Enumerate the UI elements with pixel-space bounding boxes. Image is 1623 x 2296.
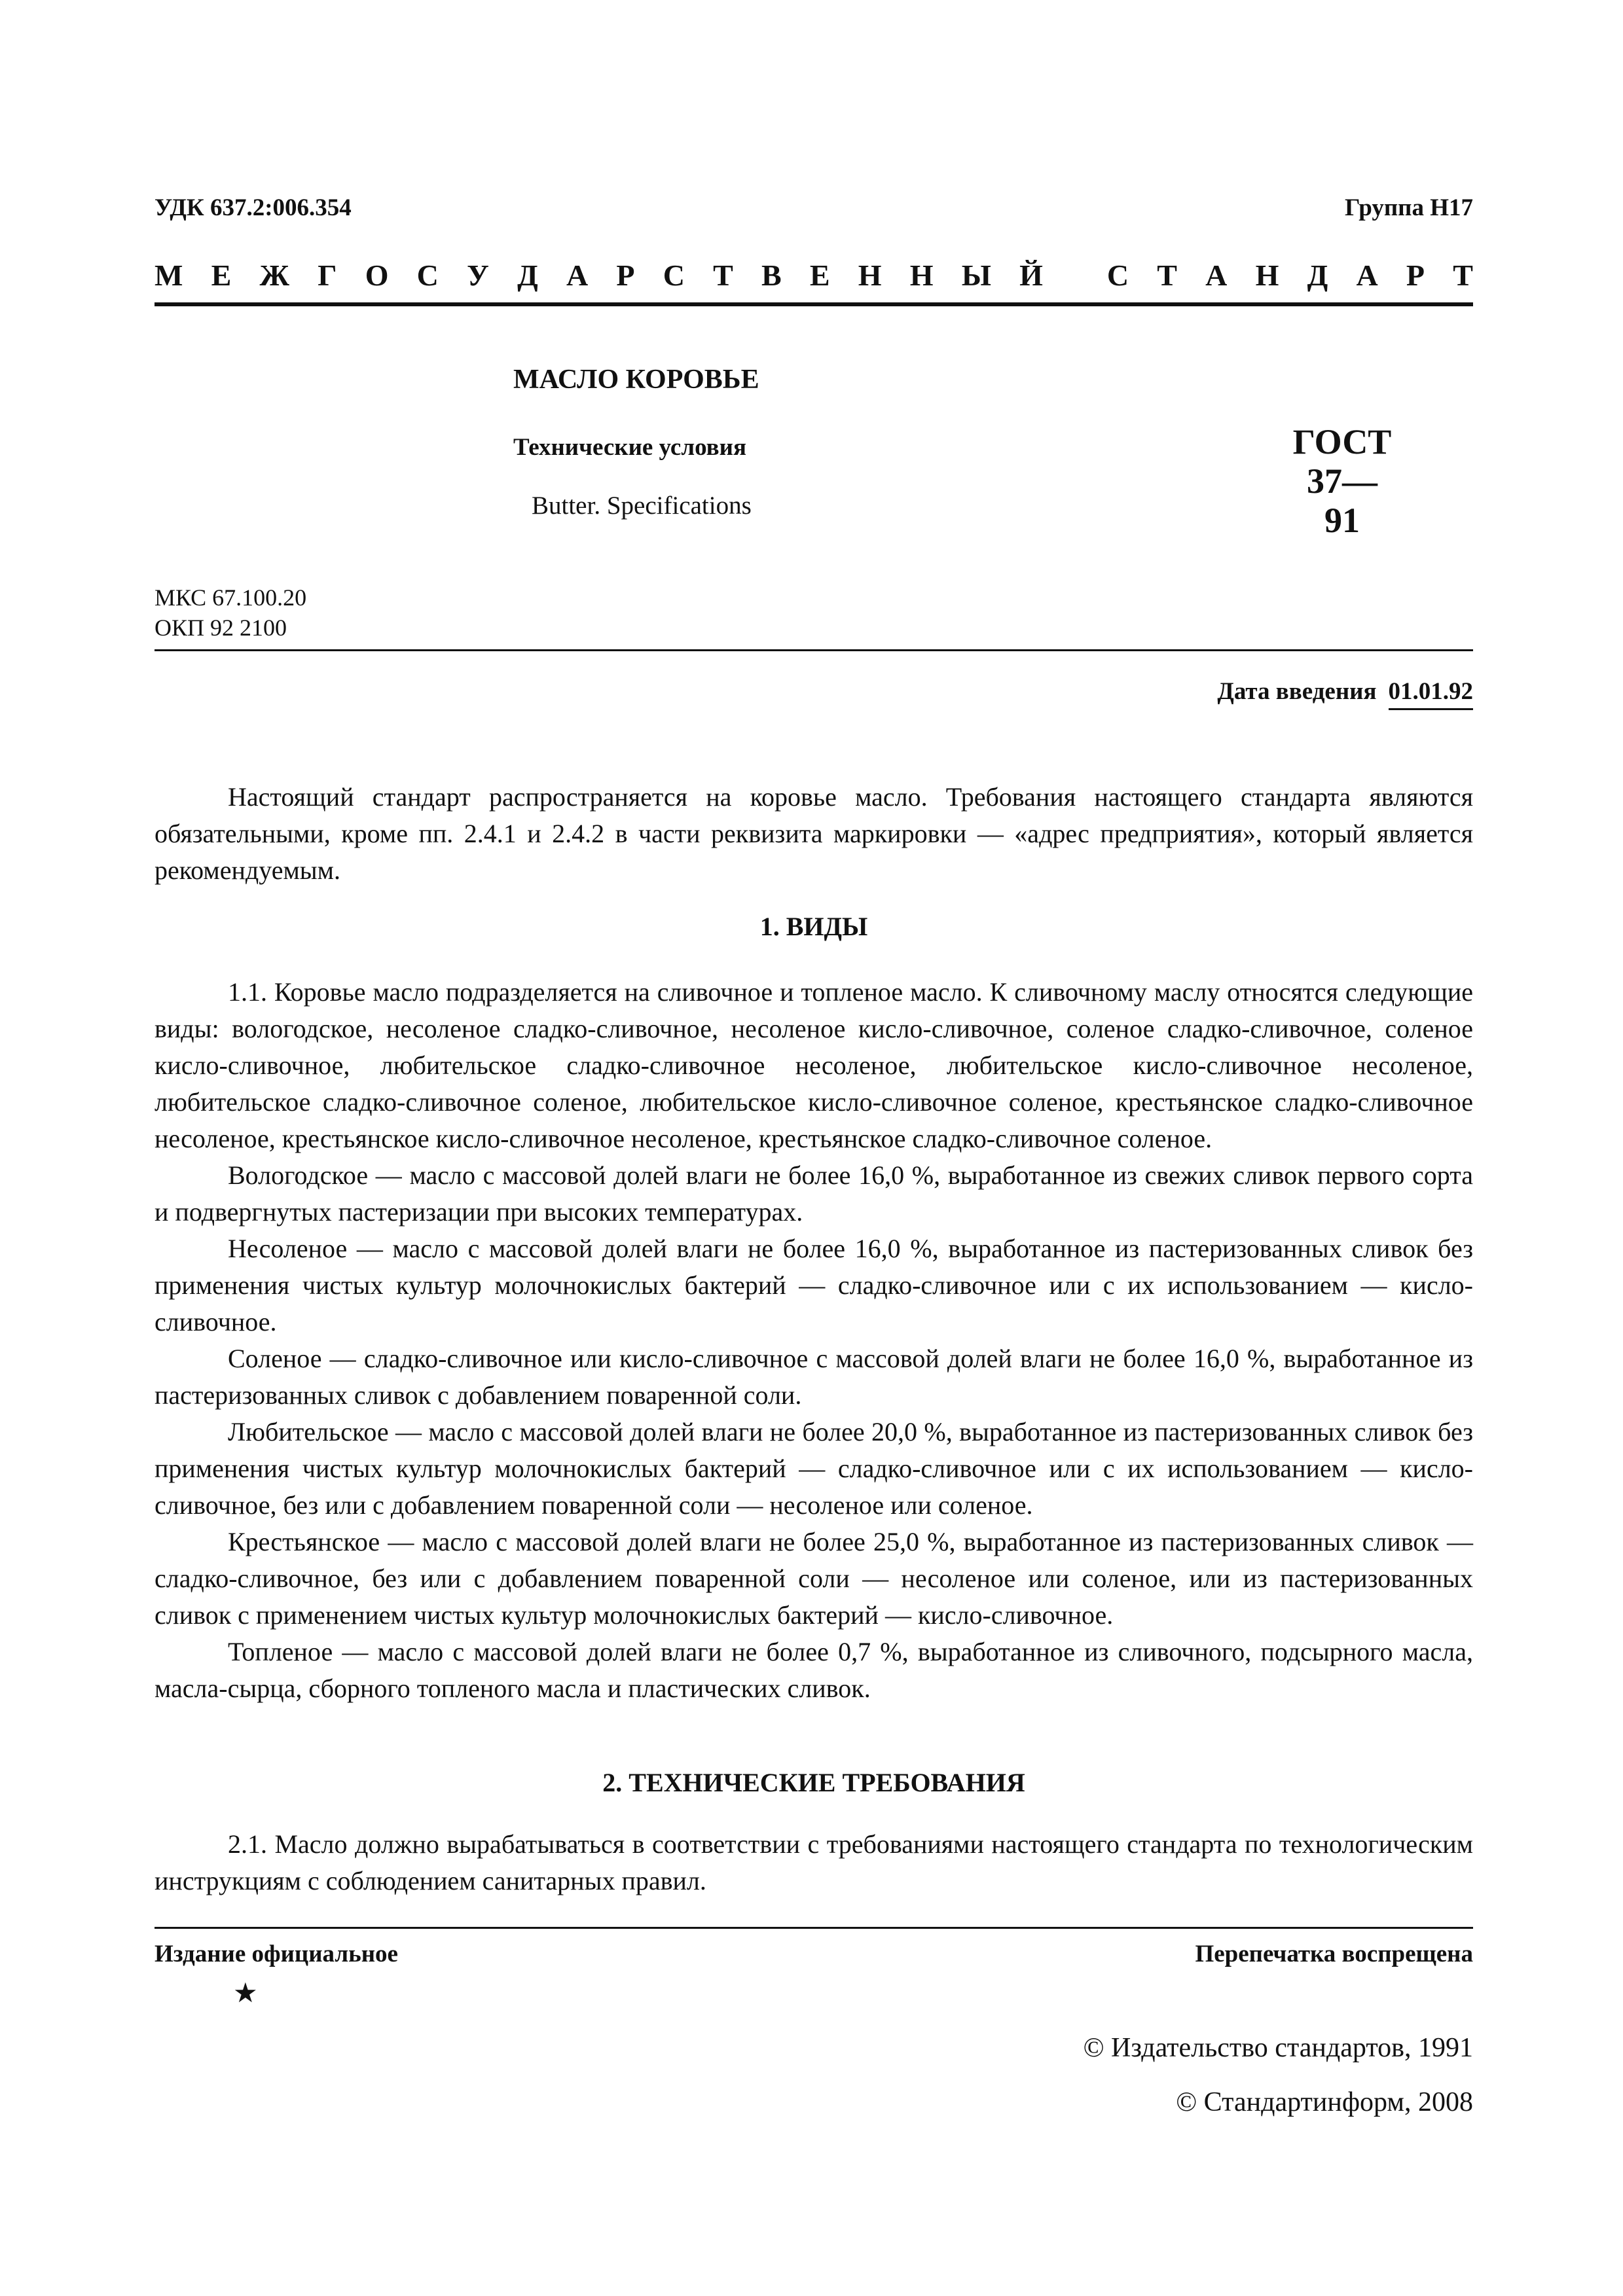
star-icon: ★ — [233, 1979, 258, 2009]
codes-rule — [155, 649, 1473, 651]
banner-letter: Н — [909, 259, 934, 292]
introduction-date — [1217, 677, 1473, 710]
banner-letter: М — [155, 259, 183, 292]
paragraph: Несоленое — масло с массовой долей влаги не более 16,0 %, выработанное из пастеризованных сливок без применения чистых культур молочнокислых бактерий — сладко-сливочное или с их использованием — кисло-сливочное. — [155, 1234, 1473, 1336]
paragraph: Любительское — масло с массовой долей влаги не более 20,0 %, выработанное из пастеризованных сливок без применения чистых культур молочнокислых бактерий — сладко-сливочное или с их использованием — кисло-сливочное, без или с добавлением поваренной соли — несоленое или соленое. — [155, 1417, 1473, 1520]
banner-letter: Р — [616, 259, 635, 292]
banner-letter: Ы — [961, 259, 991, 292]
banner-letter: Д — [1307, 259, 1328, 292]
okp-code: ОКП 92 2100 — [155, 615, 287, 641]
banner-letter: А — [566, 259, 589, 292]
banner-letter: Й — [1019, 259, 1043, 292]
section-1-body — [155, 974, 1473, 1707]
mks-code: МКС 67.100.20 — [155, 584, 307, 611]
banner-rule — [155, 302, 1473, 306]
banner-letter: В — [761, 259, 782, 292]
banner-gap — [1071, 258, 1079, 293]
banner-letter: С — [1106, 259, 1129, 292]
paragraph: 2.1. Масло должно вырабатываться в соответствии с требованиями настоящего стандарта по технологическим инструкциям с соблюдением санитарных правил. — [155, 1829, 1473, 1895]
date-value: 01.01.92 — [1389, 677, 1474, 710]
paragraph: Крестьянское — масло с массовой долей влаги не более 25,0 %, выработанное из пастеризованных сливок — сладко-сливочное, без или с добавлением поваренной соли — несоленое или соленое, или из пастеризованных сливок с применением чистых культур молочнокислых бактерий — кисло-сливочное. — [155, 1527, 1473, 1630]
document-title: МАСЛО КОРОВЬЕ — [513, 365, 759, 395]
paragraph: 1.1. Коровье масло подразделяется на сливочное и топленое масло. К сливочному маслу относятся следующие виды: вологодское, несоленое сладко-сливочное, несоленое кисло-сливочное, соленое сладко-сливочное, соленое кисло-сливочное, любительское сладко-сливочное несоленое, любительское кисло-сливочное несоленое, любительское сладко-сливочное соленое, любительское кисло-сливочное соленое, крестьянское сладко-сливочное несоленое, крестьянское кисло-сливочное несоленое, крестьянское сладко-сливочное соленое. — [155, 977, 1473, 1153]
banner-letter: С — [416, 259, 439, 292]
english-title: Butter. Specifications — [532, 492, 752, 520]
official-edition: Издание официальное — [155, 1941, 398, 1967]
section-1-heading: 1. ВИДЫ — [759, 912, 868, 941]
intro-block — [155, 779, 1473, 889]
banner-letter: А — [1356, 259, 1378, 292]
gost-line-1: ГОСТ — [1292, 422, 1392, 461]
banner-letter: С — [663, 259, 685, 292]
standard-banner — [155, 258, 1473, 293]
banner-letter: Д — [517, 259, 538, 292]
udk-code: УДК 637.2:006.354 — [155, 194, 352, 221]
banner-letter: Н — [858, 259, 882, 292]
copyright-1991: © Издательство стандартов, 1991 — [1083, 2033, 1473, 2063]
copyright-2008: © Стандартинформ, 2008 — [1176, 2087, 1473, 2117]
banner-letter: О — [365, 259, 389, 292]
section-2-body — [155, 1826, 1473, 1899]
footer-rule — [155, 1927, 1473, 1929]
banner-letter: Т — [1157, 259, 1177, 292]
gost-number — [1290, 422, 1395, 540]
banner-letter: Е — [809, 259, 830, 292]
classification-codes — [155, 583, 306, 643]
banner-letter: Р — [1406, 259, 1425, 292]
banner-letter: Ж — [259, 259, 289, 292]
document-subtitle: Технические условия — [513, 434, 746, 461]
reprint-notice: Перепечатка воспрещена — [1195, 1941, 1473, 1967]
date-label: Дата введения — [1217, 678, 1377, 705]
banner-letter: Г — [318, 259, 337, 292]
gost-line-2: 37—91 — [1307, 461, 1377, 540]
banner-letter: А — [1205, 259, 1228, 292]
banner-letter: Т — [713, 259, 733, 292]
banner-letter: Т — [1453, 259, 1473, 292]
section-2-heading: 2. ТЕХНИЧЕСКИЕ ТРЕБОВАНИЯ — [602, 1768, 1025, 1797]
banner-letter: У — [467, 259, 489, 292]
banner-letter: Н — [1255, 259, 1279, 292]
group-code: Группа Н17 — [1345, 194, 1473, 221]
paragraph: Вологодское — масло с массовой долей влаги не более 16,0 %, выработанное из свежих сливок первого сорта и подвергнутых пастеризации при высоких температурах. — [155, 1160, 1473, 1227]
intro-paragraph: Настоящий стандарт распространяется на коровье масло. Требования настоящего стандарта являются обязательными, кроме пп. 2.4.1 и 2.4.2 в части реквизита маркировки — «адрес предприятия», который является рекомендуемым. — [155, 782, 1473, 885]
banner-letter: Е — [211, 259, 232, 292]
paragraph: Топленое — масло с массовой долей влаги не более 0,7 %, выработанное из сливочного, подсырного масла, масла-сырца, сборного топленого масла и пластических сливок. — [155, 1637, 1473, 1703]
paragraph: Соленое — сладко-сливочное или кисло-сливочное с массовой долей влаги не более 16,0 %, выработанное из пастеризованных сливок с добавлением поваренной соли. — [155, 1344, 1473, 1410]
